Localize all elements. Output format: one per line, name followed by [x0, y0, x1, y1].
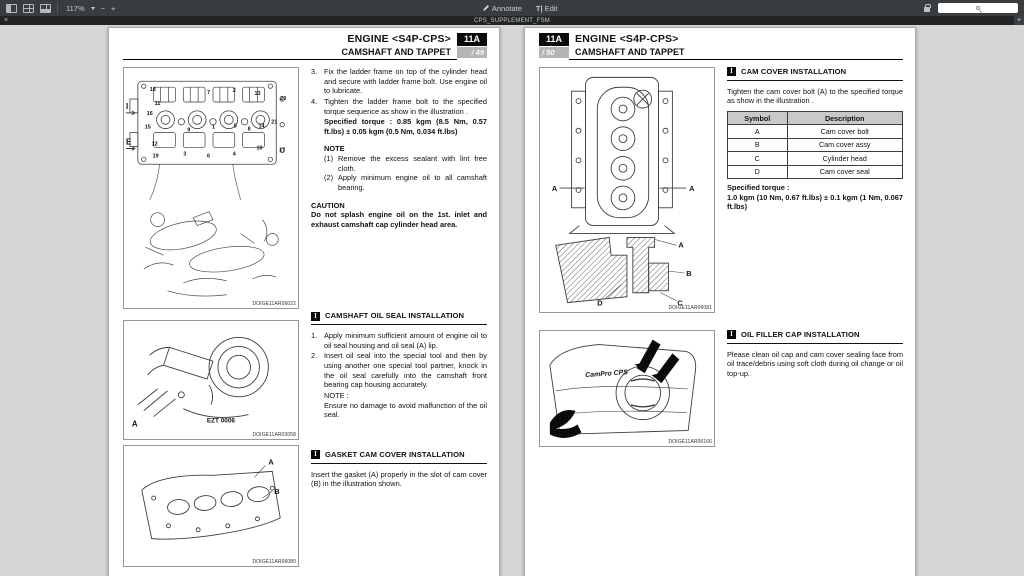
oil-seal-step-2: 2. Insert oil seal into the special tool and then by using another one special tool partner, knock in the oil seal carefully into the camshaft front bearing cap housing accurately.: [311, 351, 487, 390]
inlet-label: I: [125, 101, 129, 111]
figure-caption: DOIGE11AR03058: [252, 432, 296, 438]
table-header-description: Description: [787, 112, 903, 125]
instruction-icon: I: [727, 67, 736, 76]
chapter-badge: 11A: [457, 33, 487, 46]
section-label-b: B: [686, 268, 692, 278]
svg-text:19: 19: [152, 153, 159, 160]
svg-text:4: 4: [232, 151, 236, 158]
page-number-badge: / 50: [539, 47, 569, 58]
figure-oil-filler-cap: [539, 330, 715, 447]
sidebar-icon: [6, 4, 17, 13]
page-title: ENGINE <S4P-CPS>: [575, 33, 679, 45]
manual-page-50: [524, 27, 916, 576]
svg-text:14: 14: [258, 123, 265, 130]
label-a-left: A: [551, 183, 558, 193]
edit-button[interactable]: [536, 4, 558, 13]
figure-caption: DOIGE11AR06166: [668, 439, 712, 445]
specified-torque: Specified torque : 0.85 kgm (8.5 Nm, 0.57 ft.lbs) ± 0.05 kgm (0.5 Nm, 0.034 ft.lbs): [324, 117, 487, 136]
page-subtitle: CAMSHAFT AND TAPPET: [575, 47, 685, 57]
cylinder-head-diagram: [124, 68, 298, 308]
svg-text:1: 1: [211, 124, 216, 131]
table-row: C Cylinder head: [728, 152, 903, 165]
thumbnail-view-button[interactable]: [40, 4, 51, 13]
section-label-a: A: [678, 240, 684, 250]
page-header: [539, 33, 903, 60]
tab-close-button[interactable]: ×: [4, 17, 9, 24]
zoom-out-button[interactable]: [101, 4, 105, 13]
svg-text:15: 15: [144, 124, 151, 131]
section-label-c: C: [677, 298, 683, 308]
chapter-badge: 11A: [539, 33, 569, 46]
torque-label: Specified torque :: [727, 182, 790, 192]
table-row: A Cam cover bolt: [728, 125, 903, 138]
section-camshaft-oil-seal: I CAMSHAFT OIL SEAL INSTALLATION: [311, 311, 487, 325]
new-tab-button[interactable]: +: [1014, 16, 1024, 25]
right-page-text-column: [727, 67, 903, 447]
figure-caption: DOIGE11AR06022: [252, 301, 296, 307]
svg-text:9: 9: [187, 127, 191, 134]
oil-seal-note-text: Ensure no damage to avoid malfunction of the oil seal.: [324, 400, 487, 420]
svg-text:20: 20: [280, 96, 287, 103]
gasket-body-text: Insert the gasket (A) properly in the slot of cam cover (B) in the illustration shown.: [311, 469, 487, 489]
oil-seal-note-label: NOTE :: [324, 390, 349, 400]
step-4: 4. Tighten the ladder frame bolt to the specified torque sequence as show in the illustration .: [311, 96, 487, 116]
zoom-in-button[interactable]: [111, 4, 115, 13]
page-number-badge: / 49: [457, 47, 487, 58]
caution-text: Do not splash engine oil on the 1st. inlet and exhaust camshaft cap cylinder head area.: [311, 210, 487, 229]
document-canvas[interactable]: [0, 25, 1024, 576]
pencil-icon: [482, 4, 490, 12]
pdf-toolbar: [0, 0, 1024, 16]
table-row: D Cam cover seal: [728, 165, 903, 178]
section-oil-filler-cap: I OIL FILLER CAP INSTALLATION: [727, 330, 903, 344]
svg-text:13: 13: [254, 91, 261, 98]
svg-text:12: 12: [151, 141, 158, 148]
manual-page-49: [108, 27, 500, 576]
plus-glyph: +: [111, 3, 116, 13]
table-header-symbol: Symbol: [728, 112, 788, 125]
annotate-label: Annotate: [491, 3, 522, 13]
label-a: A: [131, 419, 138, 429]
minus-glyph: −: [100, 3, 106, 13]
figure-caption: DOIGE11AR06081: [668, 305, 712, 311]
svg-text:16: 16: [146, 110, 153, 117]
svg-text:10: 10: [256, 145, 263, 152]
svg-text:6: 6: [207, 153, 211, 160]
instruction-icon: I: [311, 312, 320, 321]
svg-text:17: 17: [279, 147, 286, 154]
label-a: A: [268, 457, 274, 467]
svg-text:8: 8: [247, 126, 251, 133]
label-a-right: A: [689, 183, 695, 193]
svg-text:18: 18: [149, 87, 156, 94]
tab-bar: [0, 16, 1024, 25]
instruction-icon: I: [727, 330, 736, 339]
table-row: B Cam cover assy: [728, 138, 903, 151]
exhaust-label: E: [125, 137, 132, 147]
note-item-1: (1) Remove the excess sealant with lint free cloth.: [324, 154, 487, 173]
zoom-level-button[interactable]: [64, 4, 95, 13]
search-icon: [976, 6, 980, 10]
cam-cover-body-text: Tighten the cam cover bolt (A) to the specified torque as show in the illustration .: [727, 86, 903, 106]
section-label-d: D: [597, 298, 603, 308]
left-page-text-column: [311, 67, 487, 567]
section-gasket-cam-cover: I GASKET CAM COVER INSTALLATION: [311, 450, 487, 464]
document-tab[interactable]: CPS_SUPPLEMENT_FSM: [474, 17, 550, 24]
torque-value: 1.0 kgm (10 Nm, 0.67 ft.lbs) ± 0.1 kgm (1 Nm, 0.067 ft.lbs): [727, 192, 903, 212]
caution-label: CAUTION: [311, 200, 345, 210]
svg-text:11: 11: [154, 100, 161, 107]
symbol-table: [727, 111, 903, 179]
figure-cam-cover-install: [539, 67, 715, 313]
campro-logo-text: CamPro CPS: [585, 369, 629, 380]
instruction-icon: I: [311, 450, 320, 459]
text-cursor-icon: T|: [535, 3, 543, 13]
svg-text:5: 5: [233, 123, 237, 130]
svg-text:2: 2: [232, 88, 236, 95]
oil-filler-body-text: Please clean oil cap and cam cover sealing face from oil trace/debris using soft cloth during oil change or oil top-up.: [727, 349, 903, 378]
label-b: B: [274, 487, 280, 497]
search-input[interactable]: [938, 3, 1018, 13]
note-item-2: (2) Apply minimum engine oil to all camshaft bearing.: [324, 173, 487, 192]
figure-torque-sequence: [123, 67, 299, 309]
toolbar-divider: [57, 3, 58, 13]
svg-text:7: 7: [207, 90, 211, 97]
svg-text:21: 21: [271, 119, 278, 126]
grid-view-button[interactable]: [23, 4, 34, 13]
tool-number-label: EZT 0006: [206, 417, 235, 425]
toggle-sidebar-button[interactable]: [6, 4, 17, 13]
oil-filler-cap-diagram: [540, 331, 704, 446]
zoom-level-value: 117%: [66, 3, 85, 13]
page-title: ENGINE <S4P-CPS>: [347, 33, 451, 45]
cam-cover-install-diagram: [540, 68, 704, 312]
section-cam-cover: I CAM COVER INSTALLATION: [727, 67, 903, 81]
note-label: NOTE: [324, 144, 345, 154]
edit-label: Edit: [544, 3, 558, 13]
annotate-button[interactable]: [482, 4, 522, 13]
chevron-down-icon: [91, 7, 95, 10]
page-header: [123, 33, 487, 60]
cam-cover-diagram: [124, 446, 298, 566]
oil-seal-tool-diagram: [124, 321, 298, 439]
lock-icon: [924, 7, 930, 12]
oil-seal-step-1: 1. Apply minimum sufficient amount of engine oil to oil seal housing and oil seal (A) lip.: [311, 331, 487, 350]
page-subtitle: CAMSHAFT AND TAPPET: [341, 47, 451, 57]
thumbnails-icon: [40, 4, 51, 13]
figure-caption: DOIGE11AR06080: [252, 559, 296, 565]
step-3: 3. Fix the ladder frame on top of the cylinder head and secure with ladder frame bolt. Use engine oil to lubricate.: [311, 67, 487, 96]
figure-cam-cover-gasket: [123, 445, 299, 567]
grid-icon: [23, 4, 34, 13]
svg-text:3: 3: [183, 151, 187, 158]
figure-oil-seal-tool: [123, 320, 299, 440]
